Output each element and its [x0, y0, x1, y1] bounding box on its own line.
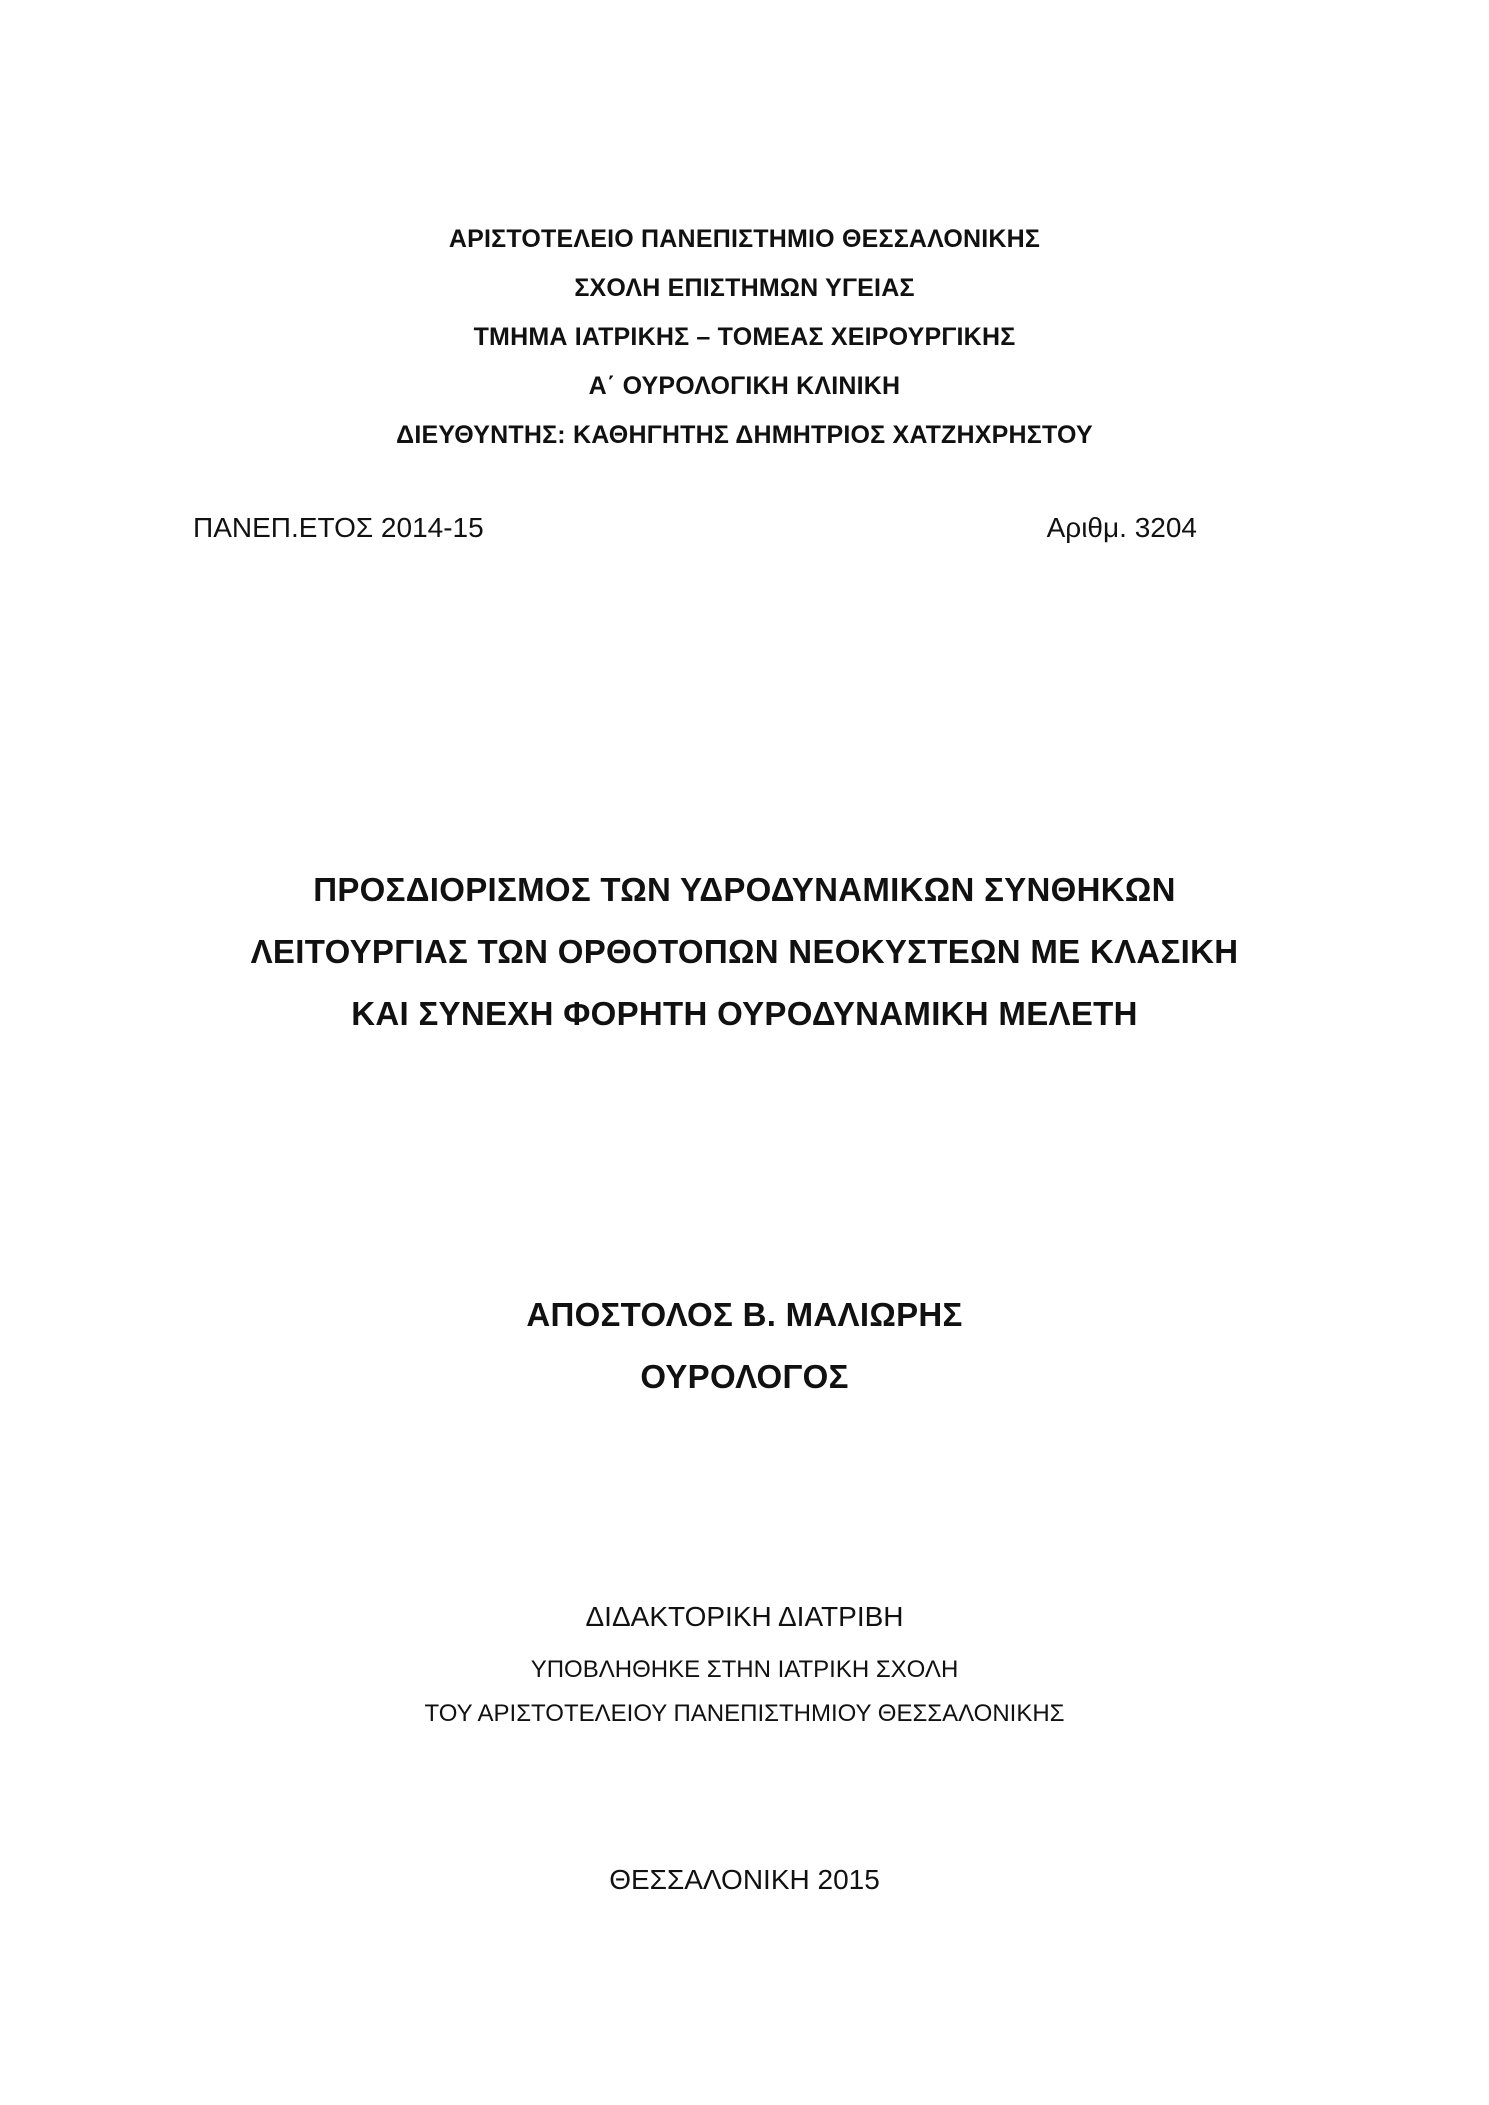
- submission-line-2: ΤΟΥ ΑΡΙΣΤΟΤΕΛΕΙΟΥ ΠΑΝΕΠΙΣΤΗΜΙΟΥ ΘΕΣΣΑΛΟΝΙΚΗΣ: [424, 1700, 1065, 1727]
- thesis-type: ΔΙΔΑΚΤΟΡΙΚΗ ΔΙΑΤΡΙΒΗ: [585, 1601, 904, 1632]
- school-name: ΣΧΟΛΗ ΕΠΙΣΤΗΜΩΝ ΥΓΕΙΑΣ: [574, 274, 915, 302]
- thesis-title-line-1: ΠΡΟΣΔΙΟΡΙΣΜΟΣ ΤΩΝ ΥΔΡΟΔΥΝΑΜΙΚΩΝ ΣΥΝΘΗΚΩΝ: [313, 871, 1176, 908]
- academic-year: ΠΑΝΕΠ.ΕΤΟΣ 2014-15: [193, 512, 484, 543]
- director-line: ΔΙΕΥΘΥΝΤΗΣ: ΚΑΘΗΓΗΤΗΣ ΔΗΜΗΤΡΙΟΣ ΧΑΤΖΗΧΡΗΣΤΟΥ: [396, 421, 1093, 449]
- submission-line-1: ΥΠΟΒΛΗΘΗΚΕ ΣΤΗΝ ΙΑΤΡΙΚΗ ΣΧΟΛΗ: [530, 1656, 959, 1683]
- clinic-name: Α΄ ΟΥΡΟΛΟΓΙΚΗ ΚΛΙΝΙΚΗ: [588, 372, 901, 400]
- author-name: ΑΠΟΣΤΟΛΟΣ Β. ΜΑΛΙΩΡΗΣ: [526, 1296, 963, 1333]
- department-name: ΤΜΗΜΑ ΙΑΤΡΙΚΗΣ – ΤΟΜΕΑΣ ΧΕΙΡΟΥΡΓΙΚΗΣ: [473, 323, 1016, 351]
- document-number: Αριθμ. 3204: [1046, 512, 1197, 543]
- place-and-year: ΘΕΣΣΑΛΟΝΙΚΗ 2015: [609, 1864, 880, 1895]
- thesis-title-line-2: ΛΕΙΤΟΥΡΓΙΑΣ ΤΩΝ ΟΡΘΟΤΟΠΩΝ ΝΕΟΚΥΣΤΕΩΝ ΜΕ ΚΛΑΣΙΚΗ: [250, 933, 1239, 970]
- university-name: ΑΡΙΣΤΟΤΕΛΕΙΟ ΠΑΝΕΠΙΣΤΗΜΙΟ ΘΕΣΣΑΛΟΝΙΚΗΣ: [448, 225, 1041, 253]
- thesis-title-line-3: ΚΑΙ ΣΥΝΕΧΗ ΦΟΡΗΤΗ ΟΥΡΟΔΥΝΑΜΙΚΗ ΜΕΛΕΤΗ: [351, 995, 1138, 1032]
- author-profession: ΟΥΡΟΛΟΓΟΣ: [640, 1358, 849, 1395]
